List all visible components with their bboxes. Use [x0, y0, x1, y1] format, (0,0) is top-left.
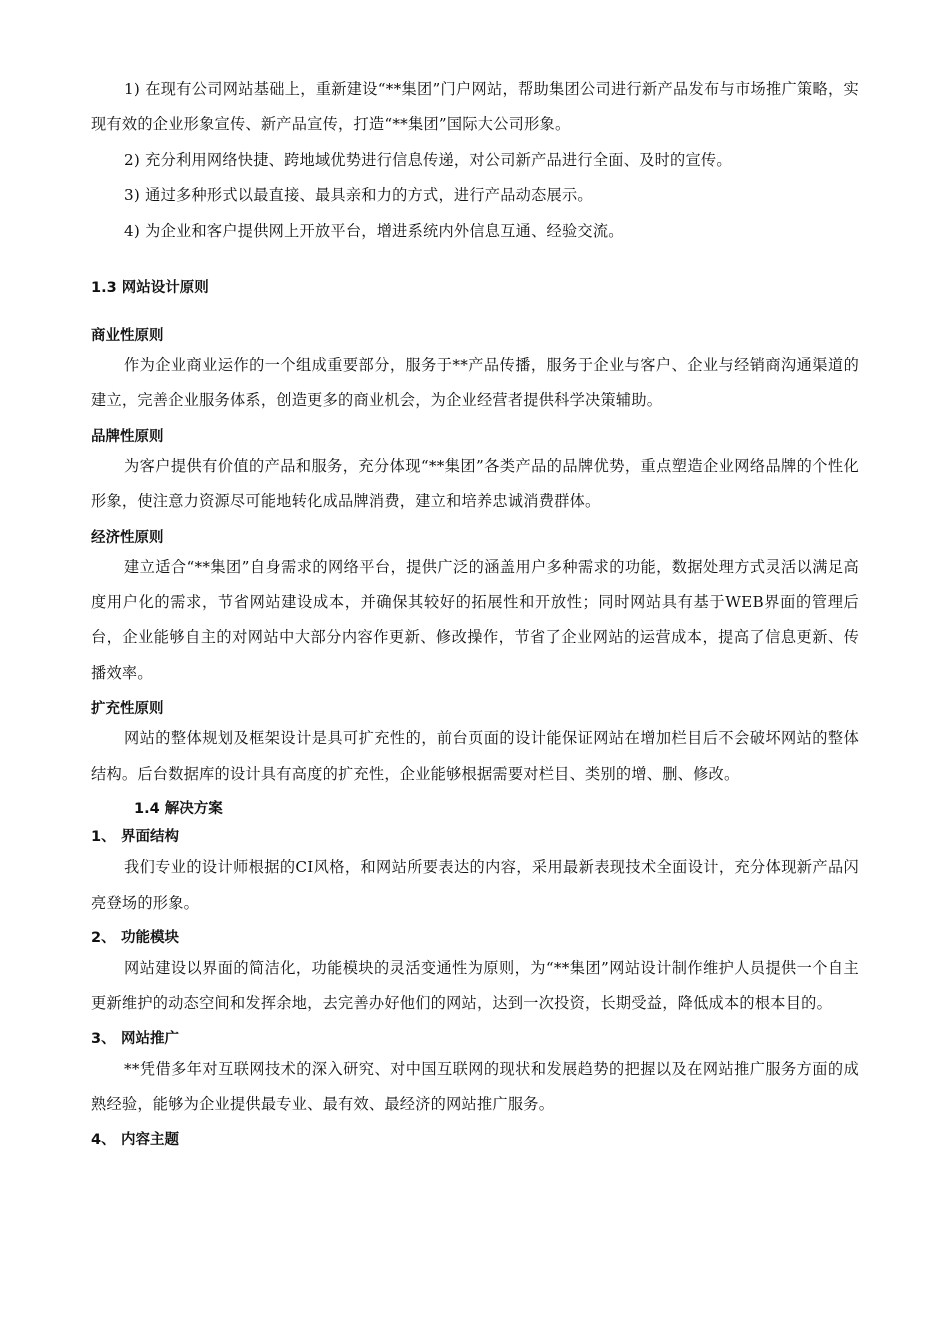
solution-heading-content [91, 1129, 859, 1151]
document-page [91, 72, 859, 1153]
solution-heading-promotion [91, 1028, 859, 1050]
principle-heading-scalable: 扩充性原则 [91, 701, 164, 718]
principle-text-scalable: 网站的整体规划及框架设计是具可扩充性的，前台页面的设计能保证网站在增加栏目后不会破坏网站的整体结构。后台数据库的设计具有高度的扩充性，企业能够根据需要对栏目、类别的增、删、修改。 [91, 729, 859, 783]
solution-title: 界面结构 [121, 829, 179, 846]
section-heading-1-3: 1.3 网站设计原则 [91, 280, 209, 297]
intro-item-4: 4) 为企业和客户提供网上开放平台，增进系统内外信息互通、经验交流。 [124, 221, 624, 240]
solution-number: 1、 [91, 829, 116, 846]
solution-heading-modules [91, 927, 859, 949]
intro-item-1: 1) 在现有公司网站基础上，重新建设“**集团”门户网站，帮助集团公司进行新产品发布与市场推广策略，实现有效的企业形象宣传、新产品宣传，打造“**集团”国际大公司形象。 [91, 80, 859, 134]
solution-text-interface: 我们专业的设计师根据的CI风格，和网站所要表达的内容，采用最新表现技术全面设计，充分体现新产品闪亮登场的形象。 [91, 858, 859, 912]
section-heading-1-4: 1.4 解决方案 [134, 801, 223, 818]
solution-number: 2、 [91, 929, 116, 946]
solution-number: 3、 [91, 1030, 116, 1047]
solution-number: 4、 [91, 1131, 116, 1148]
principle-text-commercial: 作为企业商业运作的一个组成重要部分，服务于**产品传播，服务于企业与客户、企业与经销商沟通渠道的建立，完善企业服务体系，创造更多的商业机会，为企业经营者提供科学决策辅助。 [91, 356, 859, 410]
principle-heading-economic: 经济性原则 [91, 529, 164, 546]
principle-text-brand: 为客户提供有价值的产品和服务，充分体现“**集团”各类产品的品牌优势，重点塑造企业网络品牌的个性化形象，使注意力资源尽可能地转化成品牌消费，建立和培养忠诚消费群体。 [91, 456, 859, 511]
solution-text-promotion: **凭借多年对互联网技术的深入研究、对中国互联网的现状和发展趋势的把握以及在网站推广服务方面的成熟经验，能够为企业提供最专业、最有效、最经济的网站推广服务。 [91, 1059, 859, 1114]
solution-title: 功能模块 [121, 929, 179, 946]
principle-heading-commercial: 商业性原则 [91, 328, 164, 345]
solution-title: 内容主题 [121, 1131, 179, 1148]
principle-text-economic: 建立适合“**集团”自身需求的网络平台，提供广泛的涵盖用户多种需求的功能，数据处理方式灵活以满足高度用户化的需求，节省网站建设成本，并确保其较好的拓展性和开放性；同时网站具有基于WEB界面的管理后台，企业能够自主的对网站中大部分内容作更新、修改操作，节省了企业网站的运营成本，提高了信息更新、传播效率。 [91, 557, 859, 682]
intro-item-3: 3) 通过多种形式以最直接、最具亲和力的方式，进行产品动态展示。 [124, 186, 593, 205]
solution-title: 网站推广 [121, 1030, 179, 1047]
solution-heading-interface [91, 826, 859, 848]
solution-text-modules: 网站建设以界面的简洁化，功能模块的灵活变通性为原则，为“**集团”网站设计制作维护人员提供一个自主更新维护的动态空间和发挥余地，去完善办好他们的网站，达到一次投资，长期受益，降低成本的根本目的。 [91, 958, 859, 1013]
principle-heading-brand: 品牌性原则 [91, 428, 164, 445]
intro-item-2: 2) 充分利用网络快捷、跨地域优势进行信息传递，对公司新产品进行全面、及时的宣传。 [124, 150, 732, 169]
